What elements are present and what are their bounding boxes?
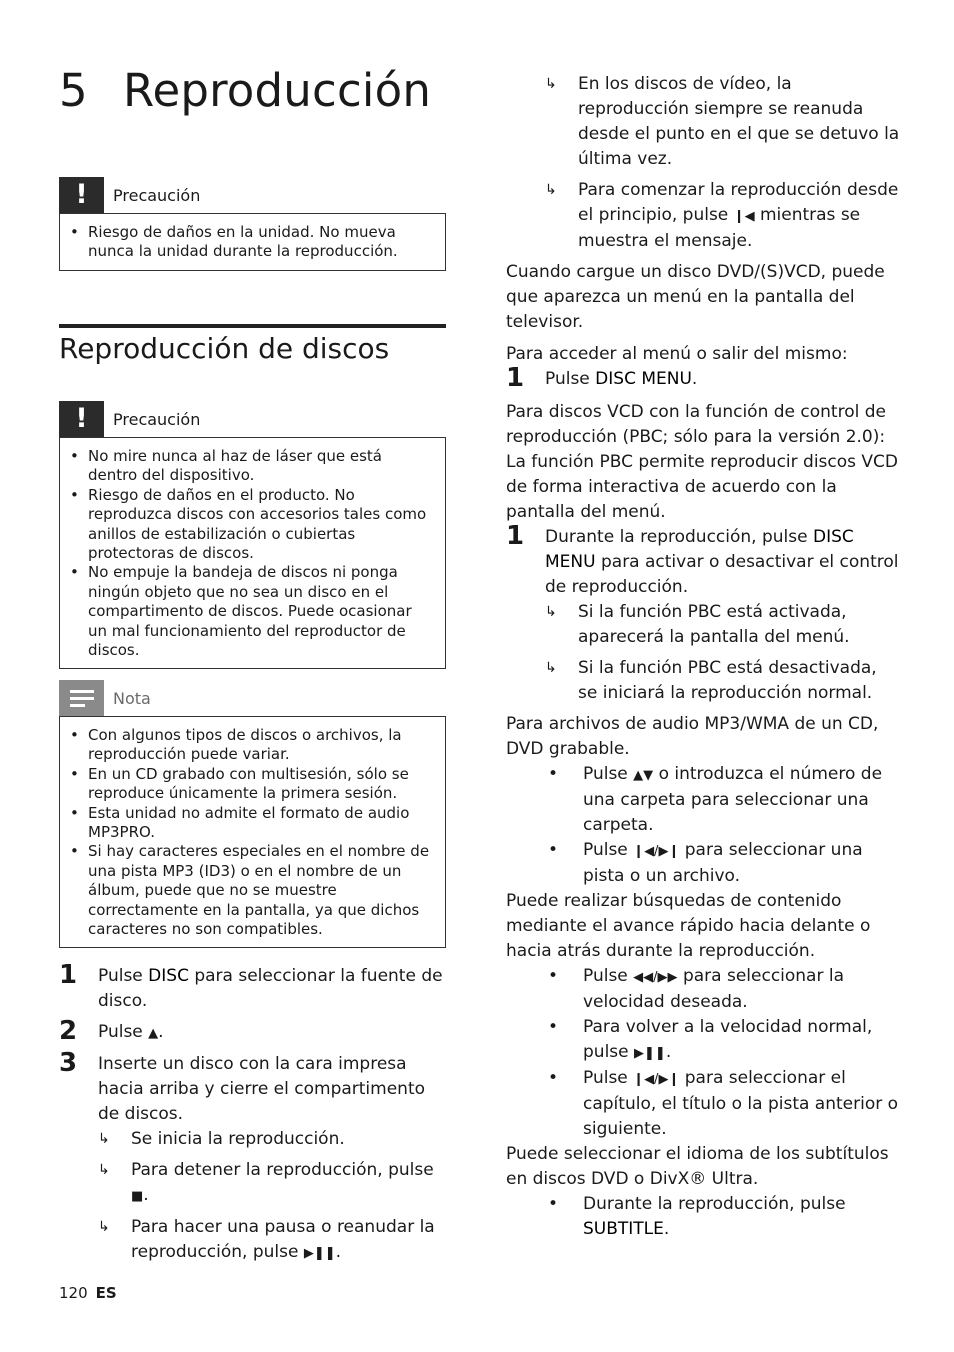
bullet-list — [548, 964, 901, 1142]
precaution-callout-1 — [59, 177, 446, 271]
result-item: ↳ Se inicia la reproducción. — [98, 1127, 446, 1152]
arrow-icon: ↳ — [98, 1219, 110, 1235]
key-label: DISC MENU — [595, 369, 692, 389]
prev-next-icon: ❙◀/▶❙ — [633, 844, 680, 859]
precaution-list — [70, 447, 435, 660]
key-label: SUBTITLE — [583, 1219, 664, 1239]
chapter-title — [59, 64, 431, 117]
arrow-icon: ↳ — [98, 1162, 110, 1178]
callout-body — [59, 716, 446, 948]
language-code: ES — [95, 1284, 117, 1302]
precaution-list — [70, 223, 435, 262]
subheading: Para acceder al menú o salir del mismo: — [506, 344, 848, 364]
stop-icon: ■ — [131, 1189, 144, 1204]
step-number: 1 — [59, 960, 78, 990]
result-item: ↳ Para comenzar la reproducción desde el principio, pulse ❙◀ mientras se muestra el mensaje. — [545, 180, 899, 251]
section-divider — [59, 324, 446, 328]
list-item: • No mire nunca al haz de láser que está dentro del dispositivo. — [70, 447, 435, 486]
callout-header — [59, 680, 446, 716]
callout-title: Nota — [113, 689, 151, 708]
list-item: • Durante la reproducción, pulse SUBTITLE. — [548, 1194, 846, 1239]
bullet-icon: • — [548, 966, 559, 986]
step-3: 3 Inserte un disco con la cara impresa hacia arriba y cierre el compartimento de discos. — [59, 1048, 426, 1124]
bullet-icon: • — [548, 1017, 559, 1037]
arrow-icon: ↳ — [545, 604, 557, 620]
step-number: 3 — [59, 1048, 78, 1078]
bullet-list — [548, 762, 901, 889]
callout-header — [59, 177, 446, 213]
bullet-icon: • — [548, 1194, 559, 1214]
step-results — [98, 1127, 446, 1266]
list-item: • En un CD grabado con multisesión, sólo se reproduce únicamente la primera sesión. — [70, 765, 435, 804]
previous-icon: ❙◀ — [733, 209, 755, 224]
step-number: 1 — [506, 521, 525, 551]
result-item: ↳ Para detener la reproducción, pulse ■. — [98, 1160, 434, 1205]
list-item: • Pulse ◀◀/▶▶ para seleccionar la velocidad deseada. — [548, 966, 845, 1012]
step-number: 2 — [59, 1016, 78, 1046]
callout-body — [59, 213, 446, 271]
bullet-icon: • — [548, 1068, 559, 1088]
rewind-forward-icon: ◀◀/▶▶ — [633, 970, 678, 985]
note-icon — [59, 680, 104, 716]
paragraph: La función PBC permite reproducir discos VCD de forma interactiva de acuerdo con la pantalla del menú. — [506, 452, 898, 522]
list-item: • Esta unidad no admite el formato de audio MP3PRO. — [70, 804, 435, 843]
result-item: ↳ Para hacer una pausa o reanudar la reproducción, pulse ▶❚❚. — [98, 1217, 435, 1262]
warning-icon: ! — [59, 401, 104, 437]
callout-header — [59, 401, 446, 437]
result-item: ↳ En los discos de vídeo, la reproducción siempre se reanuda desde el punto en el que se detuvo la última vez. — [545, 74, 900, 169]
page-footer — [59, 1284, 117, 1302]
up-down-icon: ▲▼ — [633, 768, 654, 783]
step-1: 1 Durante la reproducción, pulse DISC MENU para activar o desactivar el control de reproducción. — [506, 521, 899, 597]
list-item: • Pulse ❙◀/▶❙ para seleccionar una pista o un archivo. — [548, 840, 863, 886]
arrow-icon: ↳ — [545, 660, 557, 676]
result-group — [545, 72, 901, 254]
list-item: • Pulse ▲▼ o introduzca el número de una carpeta para seleccionar una carpeta. — [548, 764, 883, 835]
result-item: ↳ Si la función PBC está activada, aparecerá la pantalla del menú. — [545, 602, 850, 647]
subheading: Para discos VCD con la función de control de reproducción (PBC; sólo para la versión 2.0): — [506, 402, 886, 447]
list-item: • Riesgo de daños en la unidad. No mueva nunca la unidad durante la reproducción. — [70, 223, 435, 262]
step-2: 2 Pulse ▲. — [59, 1016, 164, 1046]
bullet-icon: • — [548, 764, 559, 784]
bullet-list — [548, 1192, 901, 1242]
chapter-title-text: Reproducción — [123, 64, 432, 117]
step-1: 1 Pulse DISC para seleccionar la fuente de disco. — [59, 960, 443, 1011]
chapter-number: 5 — [59, 64, 88, 117]
precaution-callout-2 — [59, 401, 446, 669]
arrow-icon: ↳ — [98, 1131, 110, 1147]
list-item: • Riesgo de daños en el producto. No reproduzca discos con accesorios tales como anillos de estabilización o cubiertas protectoras de discos. — [70, 486, 435, 564]
result-item: ↳ Si la función PBC está desactivada, se iniciará la reproducción normal. — [545, 658, 877, 703]
key-label: DISC MENU — [545, 527, 854, 572]
paragraph: Puede seleccionar el idioma de los subtítulos en discos DVD o DivX® Ultra. — [506, 1144, 889, 1189]
paragraph: Cuando cargue un disco DVD/(S)VCD, puede que aparezca un menú en la pantalla del televisor. — [506, 262, 885, 332]
eject-icon: ▲ — [148, 1026, 159, 1041]
key-label: DISC — [148, 966, 189, 986]
callout-title: Precaución — [113, 410, 201, 429]
note-list — [70, 726, 435, 939]
note-callout — [59, 680, 446, 948]
arrow-icon: ↳ — [545, 76, 557, 92]
result-group — [545, 600, 901, 706]
arrow-icon: ↳ — [545, 182, 557, 198]
list-item: • Para volver a la velocidad normal, pulse ▶❚❚. — [548, 1017, 873, 1062]
callout-body — [59, 437, 446, 669]
right-column — [506, 72, 901, 1242]
bullet-icon: • — [548, 840, 559, 860]
list-item: • Pulse ❙◀/▶❙ para seleccionar el capítulo, el título o la pista anterior o siguiente. — [548, 1068, 899, 1139]
paragraph: Para archivos de audio MP3/WMA de un CD, DVD grabable. — [506, 714, 879, 759]
step-number: 1 — [506, 363, 525, 393]
play-pause-icon: ▶❚❚ — [634, 1046, 666, 1061]
paragraph: Puede realizar búsquedas de contenido mediante el avance rápido hacia delante o hacia atrás durante la reproducción. — [506, 891, 871, 961]
section-title: Reproducción de discos — [59, 332, 390, 365]
callout-title: Precaución — [113, 186, 201, 205]
prev-next-icon: ❙◀/▶❙ — [633, 1072, 680, 1087]
list-item: • Con algunos tipos de discos o archivos, la reproducción puede variar. — [70, 726, 435, 765]
steps-list — [59, 960, 446, 1272]
play-pause-icon: ▶❚❚ — [303, 1246, 336, 1261]
warning-icon: ! — [59, 177, 104, 213]
list-item: • Si hay caracteres especiales en el nombre de una pista MP3 (ID3) o en el nombre de un álbum, puede que no se muestre correctamente en la pantalla, ya que dichos caracteres no son compatibles. — [70, 842, 435, 939]
page-number: 120 — [59, 1284, 88, 1302]
step-1: 1 Pulse DISC MENU. — [506, 363, 698, 393]
list-item: • No empuje la bandeja de discos ni ponga ningún objeto que no sea un disco en el compartimento de discos. Puede ocasionar un mal funcionamiento del reproductor de discos. — [70, 563, 435, 660]
